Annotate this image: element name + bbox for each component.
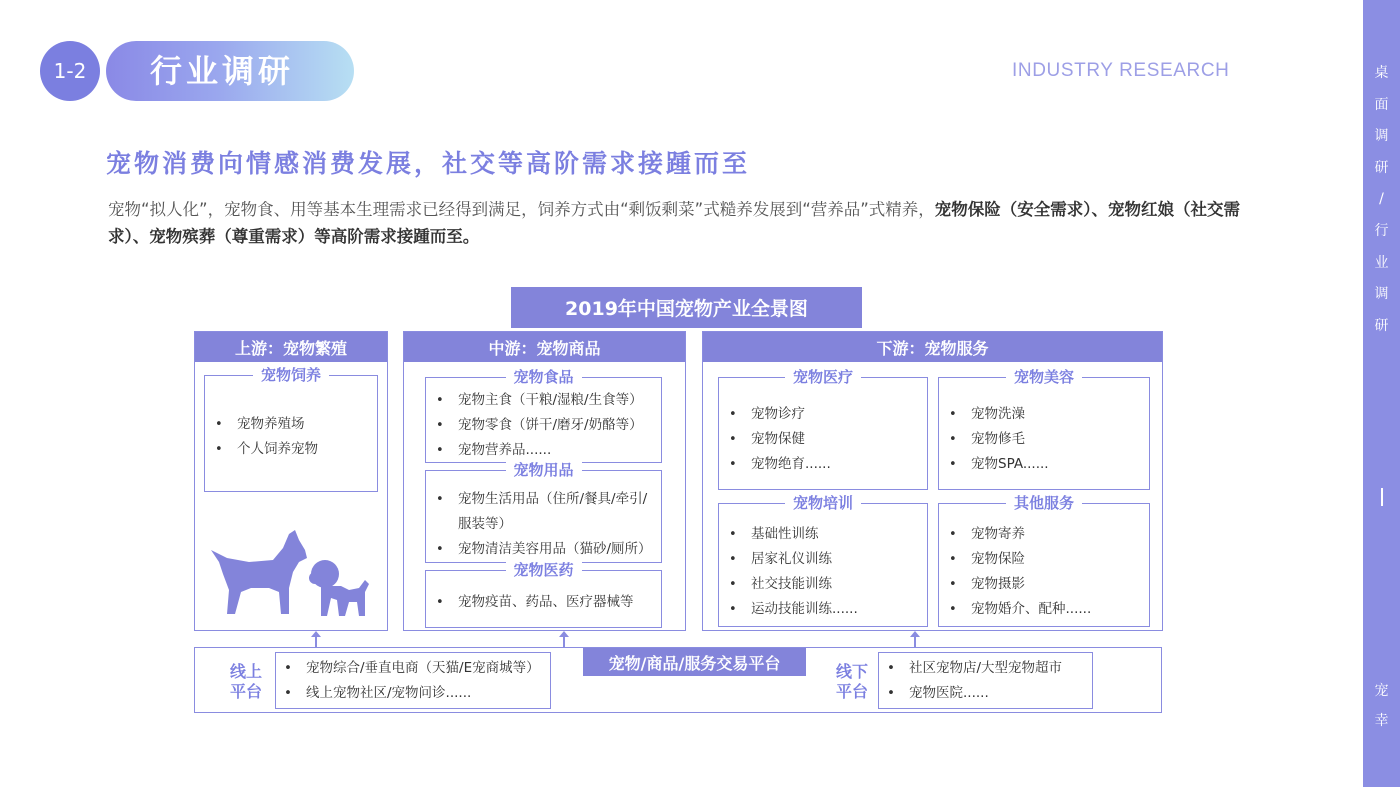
list-item: • 宠物摄影: [949, 572, 1143, 597]
box-title: 宠物美容: [1006, 367, 1082, 387]
pet-food-box: [425, 368, 662, 463]
list-item: • 社交技能训练: [729, 572, 921, 597]
arrow-up-icon: [559, 631, 569, 647]
arrow-up-icon: [910, 631, 920, 647]
platform-title: 宠物/商品/服务交易平台: [583, 648, 806, 676]
side-brand: [1363, 676, 1400, 736]
list-item: • 宠物保险: [949, 547, 1143, 572]
offline-platform-label: 线下平台: [836, 662, 869, 701]
midstream-column: [403, 331, 686, 631]
online-platform-label: 线上平台: [230, 662, 263, 701]
description: [108, 196, 1248, 250]
list-item: • 宠物修毛: [949, 427, 1143, 452]
arrow-up-icon: [311, 631, 321, 647]
list-item: • 居家礼仪训练: [729, 547, 921, 572]
list-item: • 宠物婚介、配种......: [949, 597, 1143, 622]
list-item: • 宠物寄养: [949, 522, 1143, 547]
list-item: • 个人饲养宠物: [215, 437, 371, 462]
description-bold: 宠物保险（安全需求）、宠物红娘（社交需求）、宠物殡葬（尊重需求）等高阶需求接踵而至。: [108, 200, 1241, 246]
side-divider: [1381, 488, 1383, 506]
list-item: • 宠物诊疗: [729, 402, 921, 427]
list-item: • 宠物疫苗、药品、医疗器械等: [436, 590, 655, 615]
other-services-box: [938, 494, 1150, 627]
pet-medicine-box: [425, 561, 662, 628]
list-item: • 宠物保健: [729, 427, 921, 452]
side-nav-char: 调: [1374, 286, 1389, 303]
list-item: • 宠物绝育......: [729, 452, 921, 477]
list-item: • 宠物洗澡: [949, 402, 1143, 427]
english-title: INDUSTRY RESEARCH: [1012, 60, 1230, 81]
list-item: • 宠物SPA......: [949, 452, 1143, 477]
list-item: • 基础性训练: [729, 522, 921, 547]
offline-platform-box: [878, 652, 1093, 709]
list-item: • 宠物营养品......: [436, 438, 655, 463]
list-item: • 线上宠物社区/宠物问诊......: [284, 681, 540, 706]
side-nav-char: 行: [1374, 222, 1389, 239]
diagram-title: 2019年中国宠物产业全景图: [511, 287, 862, 328]
online-platform-box: [275, 652, 551, 709]
side-nav-char: 调: [1374, 128, 1389, 145]
page-headline: 宠物消费向情感消费发展，社交等高阶需求接踵而至: [106, 149, 751, 178]
list-item: • 宠物主食（干粮/湿粮/生食等）: [436, 388, 655, 413]
midstream-header: 中游：宠物商品: [404, 332, 685, 362]
side-brand-char: 幸: [1374, 713, 1389, 729]
list-item: • 宠物清洁美容用品（猫砂/厕所）: [436, 537, 656, 562]
upstream-header: 上游：宠物繁殖: [195, 332, 387, 362]
box-title: 宠物饲养: [253, 365, 329, 385]
side-nav-char: 业: [1374, 254, 1389, 271]
side-nav: [1363, 58, 1400, 342]
side-nav-char: 桌: [1374, 65, 1389, 81]
box-title: 宠物医药: [505, 560, 581, 580]
downstream-header: 下游：宠物服务: [703, 332, 1162, 362]
list-item: • 运动技能训练......: [729, 597, 921, 622]
side-strip: [1363, 0, 1400, 787]
box-title: 宠物食品: [505, 367, 581, 387]
pet-raising-box: [204, 366, 378, 492]
pet-medical-box: [718, 368, 928, 490]
downstream-column: [702, 331, 1163, 631]
side-nav-char: 研: [1374, 317, 1389, 334]
side-nav-char: 面: [1374, 96, 1389, 113]
side-nav-char: 研: [1374, 159, 1389, 176]
box-title: 宠物医疗: [785, 367, 861, 387]
pet-grooming-box: [938, 368, 1150, 490]
list-item: • 宠物生活用品（住所/餐具/牵引/服装等）: [436, 487, 656, 537]
section-title: 行业调研: [150, 52, 295, 90]
list-item: • 宠物综合/垂直电商（天猫/E宠商城等）: [284, 656, 540, 681]
upstream-column: [194, 331, 388, 631]
list-item: • 社区宠物店/大型宠物超市: [887, 656, 1062, 681]
side-brand-char: 宠: [1374, 683, 1389, 699]
box-title: 其他服务: [1006, 493, 1082, 513]
list-item: • 宠物零食（饼干/磨牙/奶酪等）: [436, 413, 655, 438]
box-title: 宠物用品: [505, 460, 581, 480]
dogs-illustration: [209, 528, 379, 620]
description-text: 宠物“拟人化”，宠物食、用等基本生理需求已经得到满足，饲养方式由“剩饭剩菜”式糙养发展到“营养品”式精养，: [108, 200, 935, 219]
list-item: • 宠物医院......: [887, 681, 1062, 706]
pet-training-box: [718, 494, 928, 627]
pet-supplies-box: [425, 461, 662, 563]
side-nav-char: /: [1379, 191, 1384, 208]
box-title: 宠物培训: [785, 493, 861, 513]
section-number-badge: 1-2: [40, 41, 100, 101]
list-item: • 宠物养殖场: [215, 412, 371, 437]
